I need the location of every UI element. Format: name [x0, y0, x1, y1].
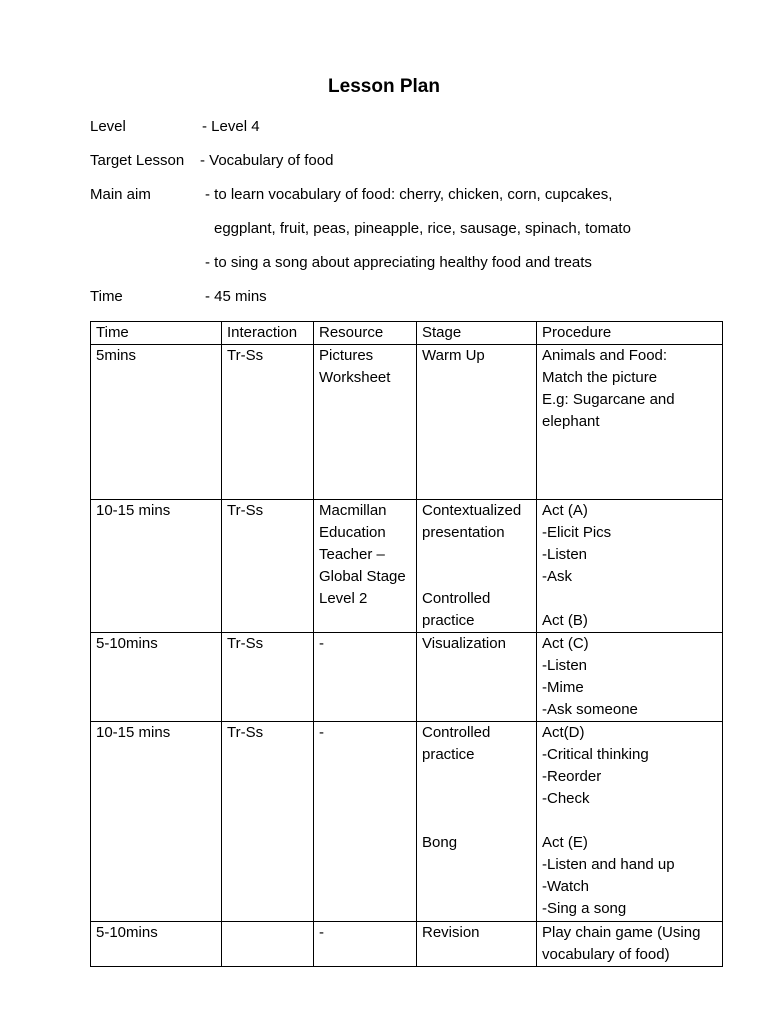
level-label: Level	[90, 118, 126, 135]
cell-interaction: Tr-Ss	[222, 345, 314, 500]
cell-procedure: Act(D) -Critical thinking -Reorder -Check Act (E) -Listen and hand up -Watch -Sing a song	[537, 722, 723, 922]
cell-resource: -	[314, 633, 417, 722]
cell-stage: Controlled practice Bong	[417, 722, 537, 922]
cell-time: 5-10mins	[91, 922, 222, 967]
cell-time: 5-10mins	[91, 633, 222, 722]
cell-interaction: Tr-Ss	[222, 633, 314, 722]
cell-stage: Revision	[417, 922, 537, 967]
target-lesson-value: - Vocabulary of food	[200, 152, 334, 169]
cell-procedure: Act (C) -Listen -Mime -Ask someone	[537, 633, 723, 722]
main-aim-line-3: - to sing a song about appreciating healthy food and treats	[205, 254, 592, 271]
level-value: - Level 4	[202, 118, 260, 135]
cell-procedure: Animals and Food: Match the picture E.g: Sugarcane and elephant	[537, 345, 723, 500]
table-row	[91, 722, 723, 922]
target-lesson-label: Target Lesson	[90, 152, 185, 169]
cell-interaction: Tr-Ss	[222, 722, 314, 922]
cell-resource: -	[314, 922, 417, 967]
time-label: Time	[90, 288, 123, 305]
table-header-row	[91, 322, 723, 345]
table-row	[91, 345, 723, 500]
table-row	[91, 500, 723, 633]
cell-time: 5mins	[91, 345, 222, 500]
cell-procedure: Act (A) -Elicit Pics -Listen -Ask Act (B)	[537, 500, 723, 633]
cell-interaction	[222, 922, 314, 967]
main-aim-line-2: eggplant, fruit, peas, pineapple, rice, sausage, spinach, tomato	[214, 220, 631, 237]
main-aim-line-1: - to learn vocabulary of food: cherry, chicken, corn, cupcakes,	[205, 186, 613, 203]
cell-resource: -	[314, 722, 417, 922]
cell-resource: Macmillan Education Teacher – Global Stage Level 2	[314, 500, 417, 633]
cell-procedure: Play chain game (Using vocabulary of food)	[537, 922, 723, 967]
column-header-procedure: Procedure	[537, 322, 723, 345]
column-header-stage: Stage	[417, 322, 537, 345]
page-title: Lesson Plan	[328, 76, 440, 97]
cell-time: 10-15 mins	[91, 500, 222, 633]
cell-time: 10-15 mins	[91, 722, 222, 922]
table-row	[91, 922, 723, 967]
cell-stage: Visualization	[417, 633, 537, 722]
cell-stage: Contextualized presentation Controlled practice	[417, 500, 537, 633]
cell-stage: Warm Up	[417, 345, 537, 500]
table-row	[91, 633, 723, 722]
lesson-plan-table	[90, 321, 723, 967]
time-value: - 45 mins	[205, 288, 267, 305]
cell-interaction: Tr-Ss	[222, 500, 314, 633]
column-header-resource: Resource	[314, 322, 417, 345]
column-header-interaction: Interaction	[222, 322, 314, 345]
cell-resource: Pictures Worksheet	[314, 345, 417, 500]
column-header-time: Time	[91, 322, 222, 345]
main-aim-label: Main aim	[90, 186, 151, 203]
